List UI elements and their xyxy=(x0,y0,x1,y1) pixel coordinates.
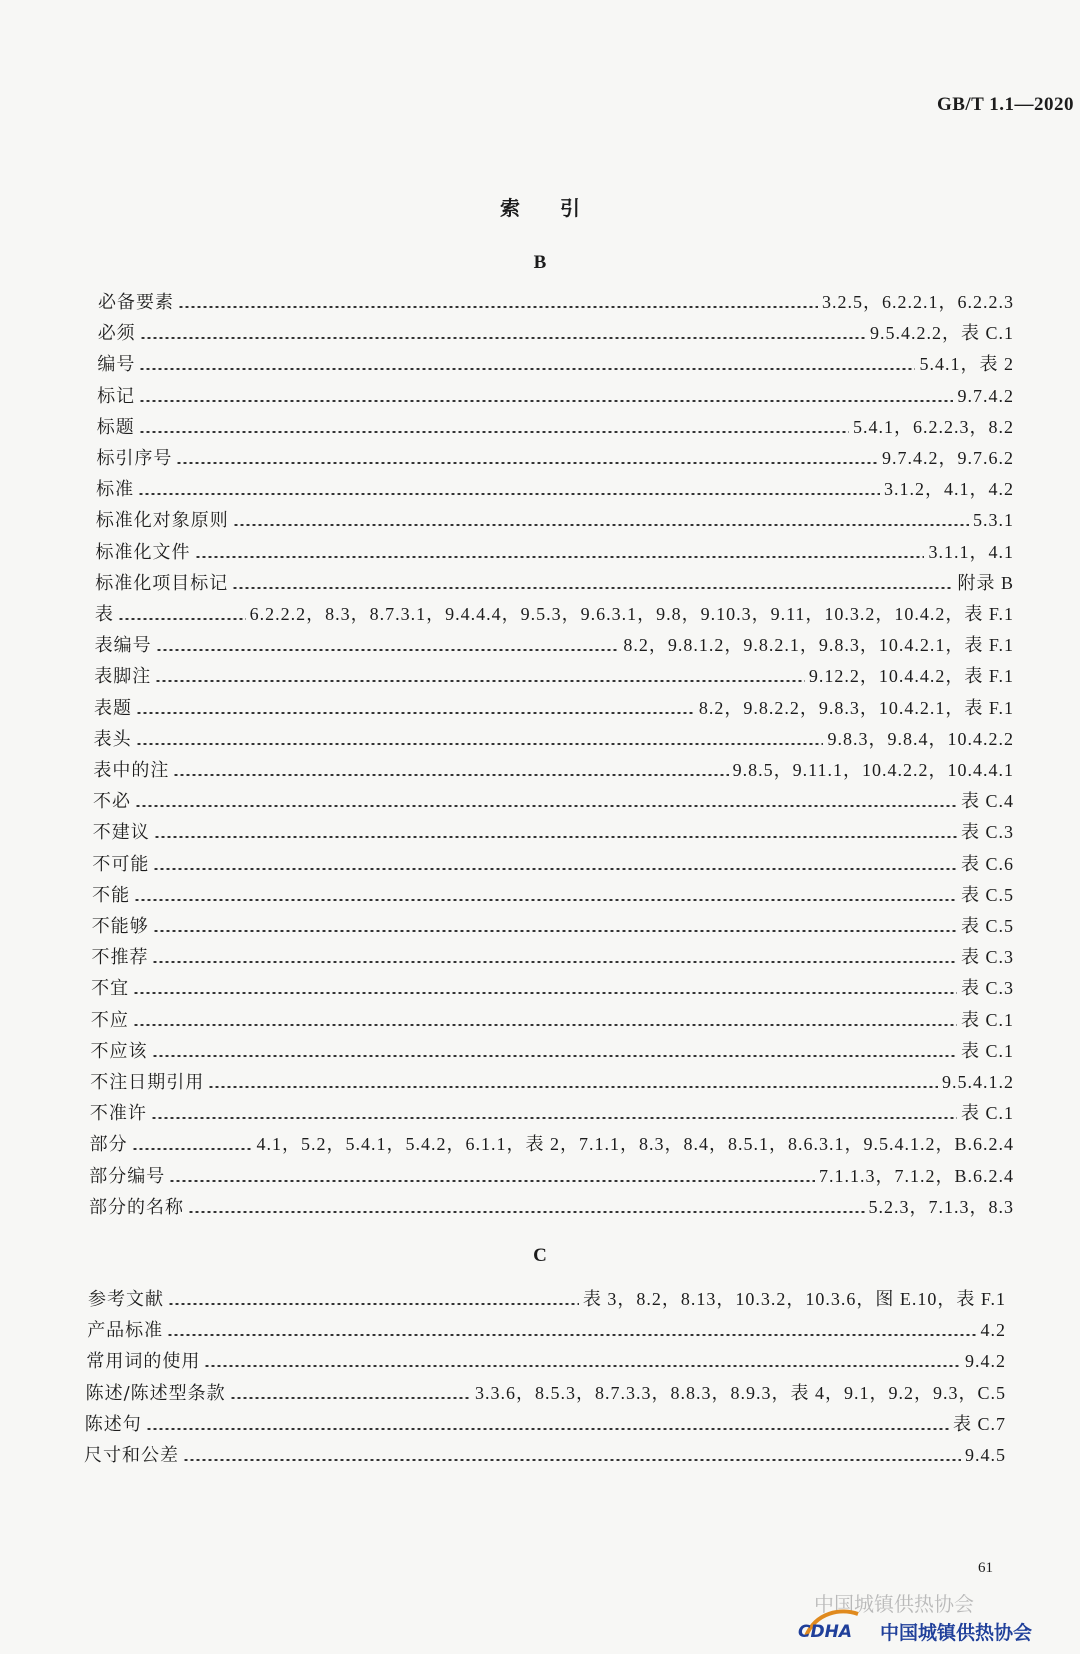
index-term: 尺寸和公差 xyxy=(84,1445,179,1466)
index-entry xyxy=(97,413,1014,441)
index-entry xyxy=(93,787,1014,815)
index-term: 部分编号 xyxy=(89,1165,166,1187)
dot-leader xyxy=(133,992,957,994)
index-term: 不能 xyxy=(92,884,131,906)
index-refs: 表 C.1 xyxy=(960,1040,1014,1061)
dot-leader xyxy=(134,899,957,901)
dot-leader xyxy=(136,712,695,714)
dot-leader xyxy=(167,1334,976,1336)
index-refs: 9.7.4.2 xyxy=(957,385,1014,406)
logo-org-text: 中国城镇供热协会 xyxy=(880,1622,1033,1644)
index-term: 标题 xyxy=(96,416,135,438)
dot-leader xyxy=(132,1148,253,1150)
dot-leader xyxy=(136,743,824,745)
dot-leader xyxy=(176,462,878,464)
index-refs: 9.4.2 xyxy=(964,1351,1006,1372)
dot-leader xyxy=(135,805,957,807)
index-entry xyxy=(94,662,1014,690)
page-title: 索引 xyxy=(500,196,620,220)
dot-leader xyxy=(232,587,953,589)
index-term: 表编号 xyxy=(94,635,152,657)
index-entry xyxy=(90,1130,1014,1158)
index-term: 不准许 xyxy=(89,1103,147,1125)
index-term: 表中的注 xyxy=(93,760,170,781)
index-refs: 表 C.3 xyxy=(960,947,1014,968)
index-term: 不可能 xyxy=(92,853,150,875)
dot-leader xyxy=(183,1459,961,1461)
index-refs: 表 C.3 xyxy=(960,822,1014,843)
dot-leader xyxy=(118,618,246,620)
index-refs: 5.2.3，7.1.3，8.3 xyxy=(868,1196,1014,1217)
dot-leader xyxy=(153,930,957,932)
index-entry xyxy=(97,350,1014,378)
index-refs: 4.1，5.2，5.4.1，5.4.2，6.1.1，表 2，7.1.1，8.3，8.4，8.5.1，8.6.3.1，9.5.4.1.2，B.6.2.4 xyxy=(256,1134,1014,1155)
index-entry xyxy=(91,1037,1014,1065)
index-refs: 6.2.2.2，8.3，8.7.3.1，9.4.4.4，9.5.3，9.6.3.1，9.8，9.10.3，9.11，10.3.2，10.4.2，表 F.1 xyxy=(249,604,1014,624)
index-entry xyxy=(84,1441,1006,1469)
index-term: 部分 xyxy=(89,1134,128,1156)
index-term: 不能够 xyxy=(91,916,149,937)
index-refs: 9.8.3，9.8.4，10.4.2.2 xyxy=(827,728,1014,749)
index-refs: 表 C.1 xyxy=(960,1009,1014,1030)
index-entry xyxy=(97,382,1014,410)
index-entry xyxy=(86,1347,1006,1375)
dot-leader xyxy=(178,306,818,308)
dot-leader xyxy=(146,1428,949,1430)
index-term: 表脚注 xyxy=(94,666,152,688)
section-letter-b: B xyxy=(533,252,547,273)
index-refs: 表 C.5 xyxy=(960,916,1014,936)
index-entry xyxy=(85,1410,1006,1438)
index-refs: 8.2，9.8.2.2，9.8.3，10.4.2.1，表 F.1 xyxy=(698,697,1014,718)
index-entry xyxy=(95,600,1014,628)
section-letter-c: C xyxy=(533,1245,547,1266)
index-entry xyxy=(91,974,1014,1002)
dot-leader xyxy=(173,774,728,776)
index-entry xyxy=(88,1285,1006,1313)
index-term: 表 xyxy=(94,604,114,625)
index-term: 标准化文件 xyxy=(95,541,191,563)
index-term: 不必 xyxy=(93,791,132,813)
index-refs: 9.12.2，10.4.4.2，表 F.1 xyxy=(808,666,1014,687)
index-entry xyxy=(87,1316,1006,1344)
index-refs: 表 C.7 xyxy=(952,1413,1006,1434)
index-term: 必须 xyxy=(97,323,136,345)
index-entry xyxy=(93,756,1014,784)
index-refs: 9.7.4.2，9.7.6.2 xyxy=(881,448,1014,468)
dot-leader xyxy=(154,836,957,838)
dot-leader xyxy=(139,431,849,433)
index-refs: 9.5.4.2.2，表 C.1 xyxy=(869,323,1014,344)
index-refs: 9.8.5，9.11.1，10.4.2.2，10.4.4.1 xyxy=(732,760,1014,780)
dot-leader xyxy=(204,1365,961,1367)
dot-leader xyxy=(140,337,866,339)
index-entry xyxy=(95,569,1014,597)
index-refs: 3.3.6，8.5.3，8.7.3.3，8.8.3，8.9.3，表 4，9.1，9.2，9.3，C.5 xyxy=(474,1382,1006,1403)
index-entry xyxy=(89,1193,1014,1221)
dot-leader xyxy=(152,1055,957,1057)
index-refs: 9.5.4.1.2 xyxy=(941,1072,1014,1092)
index-entry xyxy=(98,319,1014,347)
index-term: 不注日期引用 xyxy=(90,1072,205,1093)
logo-text: CDHA xyxy=(798,1622,852,1642)
index-entry xyxy=(89,1162,1014,1190)
dot-leader xyxy=(138,493,880,495)
index-entry xyxy=(91,1006,1014,1034)
dot-leader xyxy=(188,1211,865,1213)
index-term: 不应 xyxy=(90,1009,129,1031)
index-term: 产品标准 xyxy=(87,1320,164,1342)
index-term: 必备要素 xyxy=(98,292,174,313)
index-entry xyxy=(96,538,1014,566)
dot-leader xyxy=(155,680,805,682)
dot-leader xyxy=(195,556,925,558)
index-term: 编号 xyxy=(97,354,136,376)
index-entry xyxy=(92,850,1014,878)
index-entry xyxy=(92,881,1014,909)
index-entry xyxy=(94,694,1014,722)
index-term: 参考文献 xyxy=(88,1289,164,1310)
index-refs: 3.1.1，4.1 xyxy=(928,541,1014,562)
index-refs: 5.4.1，表 2 xyxy=(919,354,1014,375)
index-refs: 7.1.1.3，7.1.2，B.6.2.4 xyxy=(818,1165,1014,1186)
index-entry xyxy=(91,943,1014,971)
dot-leader xyxy=(208,1086,938,1088)
index-term: 标准化项目标记 xyxy=(95,572,229,594)
cdha-logo xyxy=(796,1606,866,1642)
index-refs: 9.4.5 xyxy=(965,1445,1006,1465)
watermark xyxy=(788,1588,1068,1644)
index-refs: 附录 B xyxy=(957,572,1014,593)
index-entry xyxy=(94,725,1014,753)
dot-leader xyxy=(169,1180,815,1182)
index-entry xyxy=(92,912,1014,940)
index-term: 不应该 xyxy=(90,1040,148,1062)
index-refs: 3.1.2，4.1，4.2 xyxy=(883,479,1014,500)
dot-leader xyxy=(139,400,953,402)
index-term: 陈述句 xyxy=(84,1413,142,1435)
index-term: 标准化对象原则 xyxy=(95,510,229,532)
index-term: 表头 xyxy=(93,728,132,750)
standard-code: GB/T 1.1—2020 xyxy=(936,94,1074,115)
index-entry xyxy=(86,1379,1006,1407)
index-term: 常用词的使用 xyxy=(86,1351,201,1373)
index-term: 不推荐 xyxy=(91,947,149,969)
index-entry xyxy=(90,1068,1014,1096)
dot-leader xyxy=(168,1303,579,1305)
index-entry xyxy=(90,1099,1014,1127)
index-refs: 表 C.1 xyxy=(960,1103,1014,1124)
page-number: 61 xyxy=(978,1560,993,1576)
index-term: 标记 xyxy=(97,385,136,407)
index-entry xyxy=(95,631,1014,659)
index-term: 标引序号 xyxy=(96,448,173,469)
index-refs: 表 C.4 xyxy=(960,791,1014,812)
index-refs: 表 C.3 xyxy=(960,978,1014,999)
dot-leader xyxy=(233,524,969,526)
index-refs: 5.4.1，6.2.2.3，8.2 xyxy=(852,416,1014,437)
index-refs: 表 C.5 xyxy=(960,884,1014,905)
index-entry xyxy=(93,818,1014,846)
dot-leader xyxy=(152,961,957,963)
index-entry xyxy=(96,506,1014,534)
index-refs: 5.3.1 xyxy=(972,510,1014,531)
index-refs: 表 C.6 xyxy=(960,853,1014,874)
index-refs: 表 3，8.2，8.13，10.3.2，10.3.6，图 E.10，表 F.1 xyxy=(582,1289,1006,1309)
index-term: 陈述/陈述型条款 xyxy=(85,1382,226,1404)
dot-leader xyxy=(151,1117,957,1119)
index-refs: 3.2.5，6.2.2.1，6.2.2.3 xyxy=(822,292,1014,312)
dot-leader xyxy=(156,649,620,651)
index-term: 部分的名称 xyxy=(89,1196,184,1218)
index-entry xyxy=(98,288,1014,316)
dot-leader xyxy=(153,868,957,870)
index-term: 不宜 xyxy=(91,978,130,1000)
index-entry xyxy=(96,475,1014,503)
index-term: 不建议 xyxy=(92,822,150,844)
index-entry xyxy=(96,444,1014,472)
index-term: 表题 xyxy=(93,697,132,719)
index-refs: 4.2 xyxy=(980,1320,1006,1341)
dot-leader xyxy=(230,1397,471,1399)
dot-leader xyxy=(139,368,915,370)
watermark-text: 中国城镇供热协会 xyxy=(814,1592,974,1616)
index-term: 标准 xyxy=(96,479,135,501)
dot-leader xyxy=(133,1024,957,1026)
index-refs: 8.2，9.8.1.2，9.8.2.1，9.8.3，10.4.2.1，表 F.1 xyxy=(623,635,1014,656)
